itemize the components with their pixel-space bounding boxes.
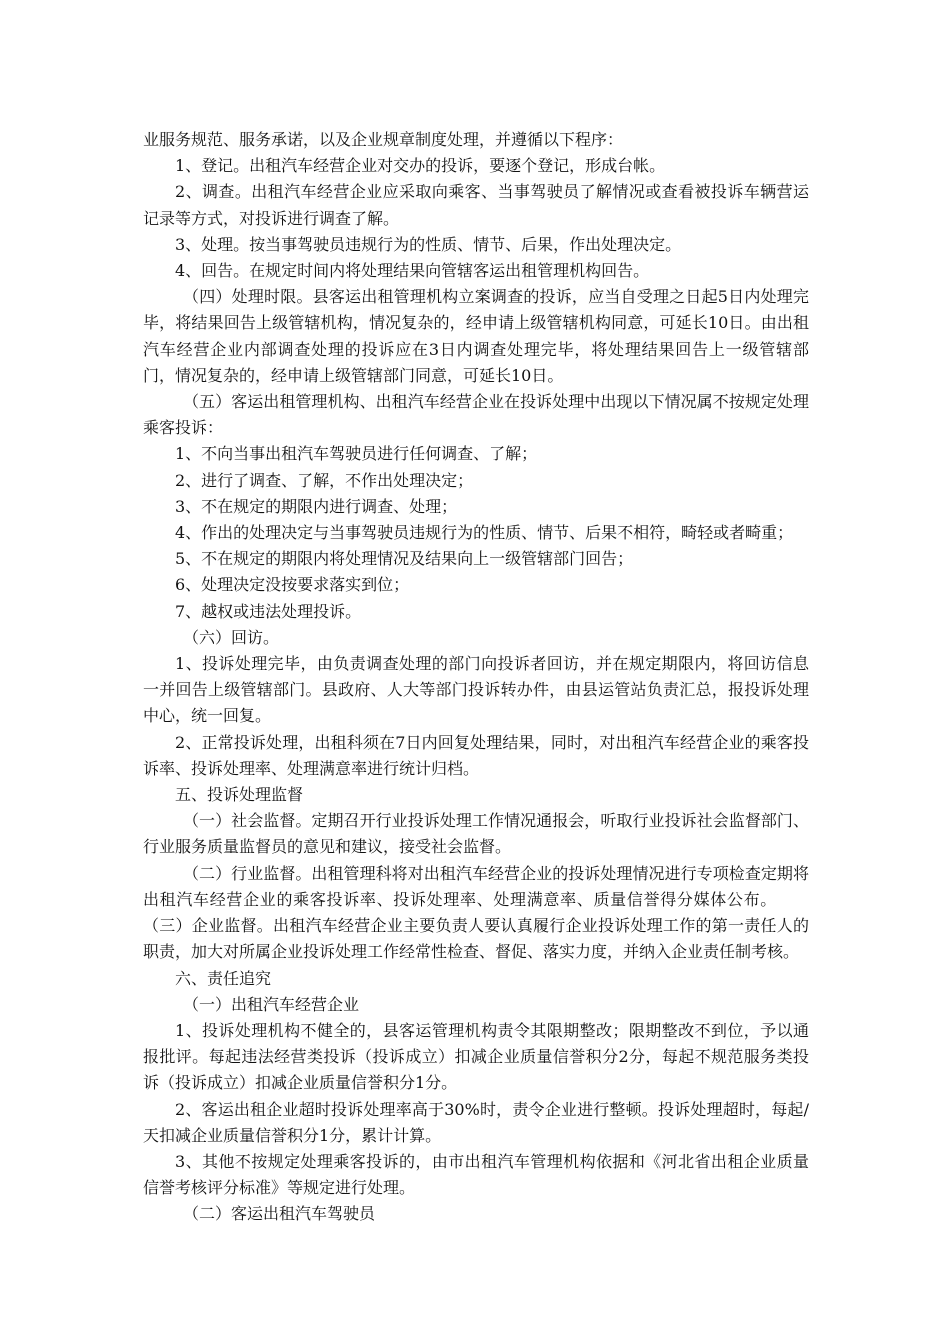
paragraph-with-inline: [143, 861, 809, 966]
paragraph: （一）社会监督。定期召开行业投诉处理工作情况通报会，听取行业投诉社会监督部门、行业服务质量监督员的意见和建议，接受社会监督。: [143, 811, 809, 857]
paragraph: （五）客运出租管理机构、出租汽车经营企业在投诉处理中出现以下情况属不按规定处理乘客投诉：: [143, 392, 809, 438]
paragraph: 3、不在规定的期限内进行调查、处理；: [175, 496, 458, 516]
paragraph: （四）处理时限。县客运出租管理机构立案调查的投诉，应当自受理之日起5日内处理完毕，将结果回告上级管辖机构，情况复杂的，经申请上级管辖机构同意，可延长10日。由出租汽车经营企业内部调查处理的投诉应在3日内调查处理完毕，将处理结果回告上一级管辖部门，情况复杂的，经申请上级管辖部门同意，可延长10日。: [143, 287, 809, 385]
paragraph: （六）回访。: [183, 627, 280, 647]
paragraph: 1、投诉处理完毕，由负责调查处理的部门向投诉者回访，并在规定期限内，将回访信息一并回告上级管辖部门。县政府、人大等部门投诉转办件，由县运管站负责汇总，报投诉处理中心，统一回复。: [143, 654, 809, 726]
paragraph: （一）出租汽车经营企业: [183, 994, 360, 1014]
paragraph: 1、投诉处理机构不健全的，县客运管理机构责令其限期整改；限期整改不到位，予以通报批评。每起违法经营类投诉（投诉成立）扣减企业质量信誉积分2分，每起不规范服务类投诉（投诉成立）扣减企业质量信誉积分1分。: [143, 1020, 809, 1093]
paragraph: 2、调查。出租汽车经营企业应采取向乘客、当事驾驶员了解情况或查看被投诉车辆营运记录等方式，对投诉进行调查了解。: [143, 182, 809, 228]
section-heading: 六、责任追究: [175, 968, 272, 988]
paragraph-part: （三）企业监督。出租汽车经营企业主要负责人要认真履行企业投诉处理工作的第一责任人的职责，加大对所属企业投诉处理工作经常性检查、督促、落实力度，并纳入企业责任制考核。: [143, 916, 809, 962]
paragraph: 1、不向当事出租汽车驾驶员进行任何调查、了解；: [175, 444, 538, 464]
paragraph: 4、回告。在规定时间内将处理结果向管辖客运出租管理机构回告。: [175, 261, 650, 281]
paragraph: 2、正常投诉处理，出租科须在7日内回复处理结果，同时，对出租汽车经营企业的乘客投诉率、投诉处理率、处理满意率进行统计归档。: [143, 732, 809, 778]
paragraph: 3、其他不按规定处理乘客投诉的，由市出租汽车管理机构依据和《河北省出租企业质量信誉考核评分标准》等规定进行处理。: [143, 1151, 809, 1198]
paragraph: 5、不在规定的期限内将处理情况及结果向上一级管辖部门回告；: [175, 549, 634, 569]
section-heading: 五、投诉处理监督: [175, 785, 304, 805]
paragraph: 3、处理。按当事驾驶员违规行为的性质、情节、后果，作出处理决定。: [175, 234, 682, 254]
paragraph: 6、处理决定没按要求落实到位；: [175, 575, 410, 595]
paragraph: 2、客运出租企业超时投诉处理率高于30%时，责令企业进行整顿。投诉处理超时，每起/天扣减企业质量信誉积分1分，累计计算。: [143, 1099, 809, 1145]
paragraph: 7、越权或违法处理投诉。: [175, 601, 362, 621]
paragraph: 1、登记。出租汽车经营企业对交办的投诉，要逐个登记，形成台帐。: [175, 156, 666, 176]
paragraph: 4、作出的处理决定与当事驾驶员违规行为的性质、情节、后果不相符，畸轻或者畸重；: [175, 523, 794, 543]
paragraph: （二）客运出租汽车驾驶员: [183, 1204, 376, 1224]
paragraph-part: （二）行业监督。出租管理科将对出租汽车经营企业的投诉处理情况进行专项检查定期将出租汽车经营企业的乘客投诉率、投诉处理率、处理满意率、质量信誉得分媒体公布。: [143, 863, 809, 909]
paragraph: 2、进行了调查、了解，不作出处理决定；: [175, 470, 474, 490]
paragraph: 业服务规范、服务承诺，以及企业规章制度处理，并遵循以下程序：: [143, 130, 624, 149]
document-body: [143, 127, 809, 1228]
